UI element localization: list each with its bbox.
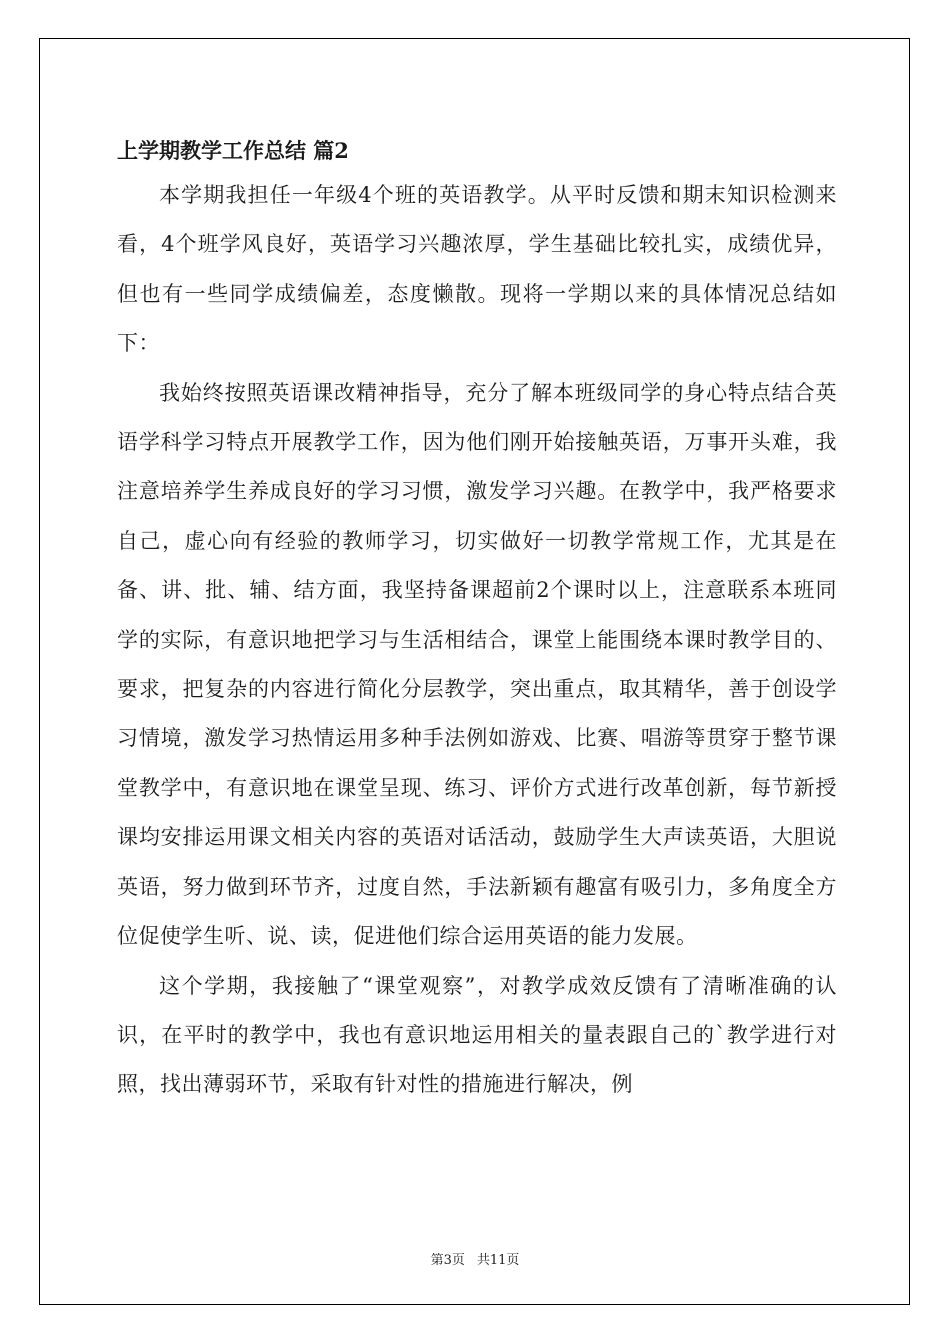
- document-title: 上学期教学工作总结 篇2: [117, 138, 349, 163]
- paragraph-3: 这个学期，我接触了“课堂观察”，对教学成效反馈有了清晰准确的认识，在平时的教学中，我也有意识地运用相关的量表跟自己的`教学进行对照，找出薄弱环节，采取有针对性的措施进行解决，例: [117, 973, 837, 1097]
- paragraph-2: 我始终按照英语课改精神指导，充分了解本班级同学的身心特点结合英语学科学习特点开展教学工作，因为他们刚开始接触英语，万事开头难，我注意培养学生养成良好的学习习惯，激发学习兴趣。在教学中，我严格要求自己，虚心向有经验的教师学习，切实做好一切教学常规工作，尤其是在备、讲、批、辅、结方面，我坚持备课超前2个课时以上，注意联系本班同学的实际，有意识地把学习与生活相结合，课堂上能围绕本课时教学目的、要求，把复杂的内容进行简化分层教学，突出重点，取其精华，善于创设学习情境，激发学习热情运用多种手法例如游戏、比赛、唱游等贯穿于整节课堂教学中，有意识地在课堂呈现、练习、评价方式进行改革创新，每节新授课均安排运用课文相关内容的英语对话活动，鼓励学生大声读英语，大胆说英语，努力做到环节齐，过度自然，手法新颖有趣富有吸引力，多角度全方位促使学生听、说、读，促进他们综合运用英语的能力发展。: [117, 380, 837, 949]
- page-footer: [0, 1249, 950, 1268]
- document-body: [117, 131, 837, 1110]
- paragraph-1: 本学期我担任一年级4个班的英语教学。从平时反馈和期末知识检测来看，4个班学风良好，英语学习兴趣浓厚，学生基础比较扎实，成绩优异，但也有一些同学成绩偏差，态度懒散。现将一学期以来的具体情况总结如下：: [117, 183, 837, 356]
- page-number: 第3页: [430, 1253, 465, 1268]
- page-total: 共11页: [476, 1253, 520, 1268]
